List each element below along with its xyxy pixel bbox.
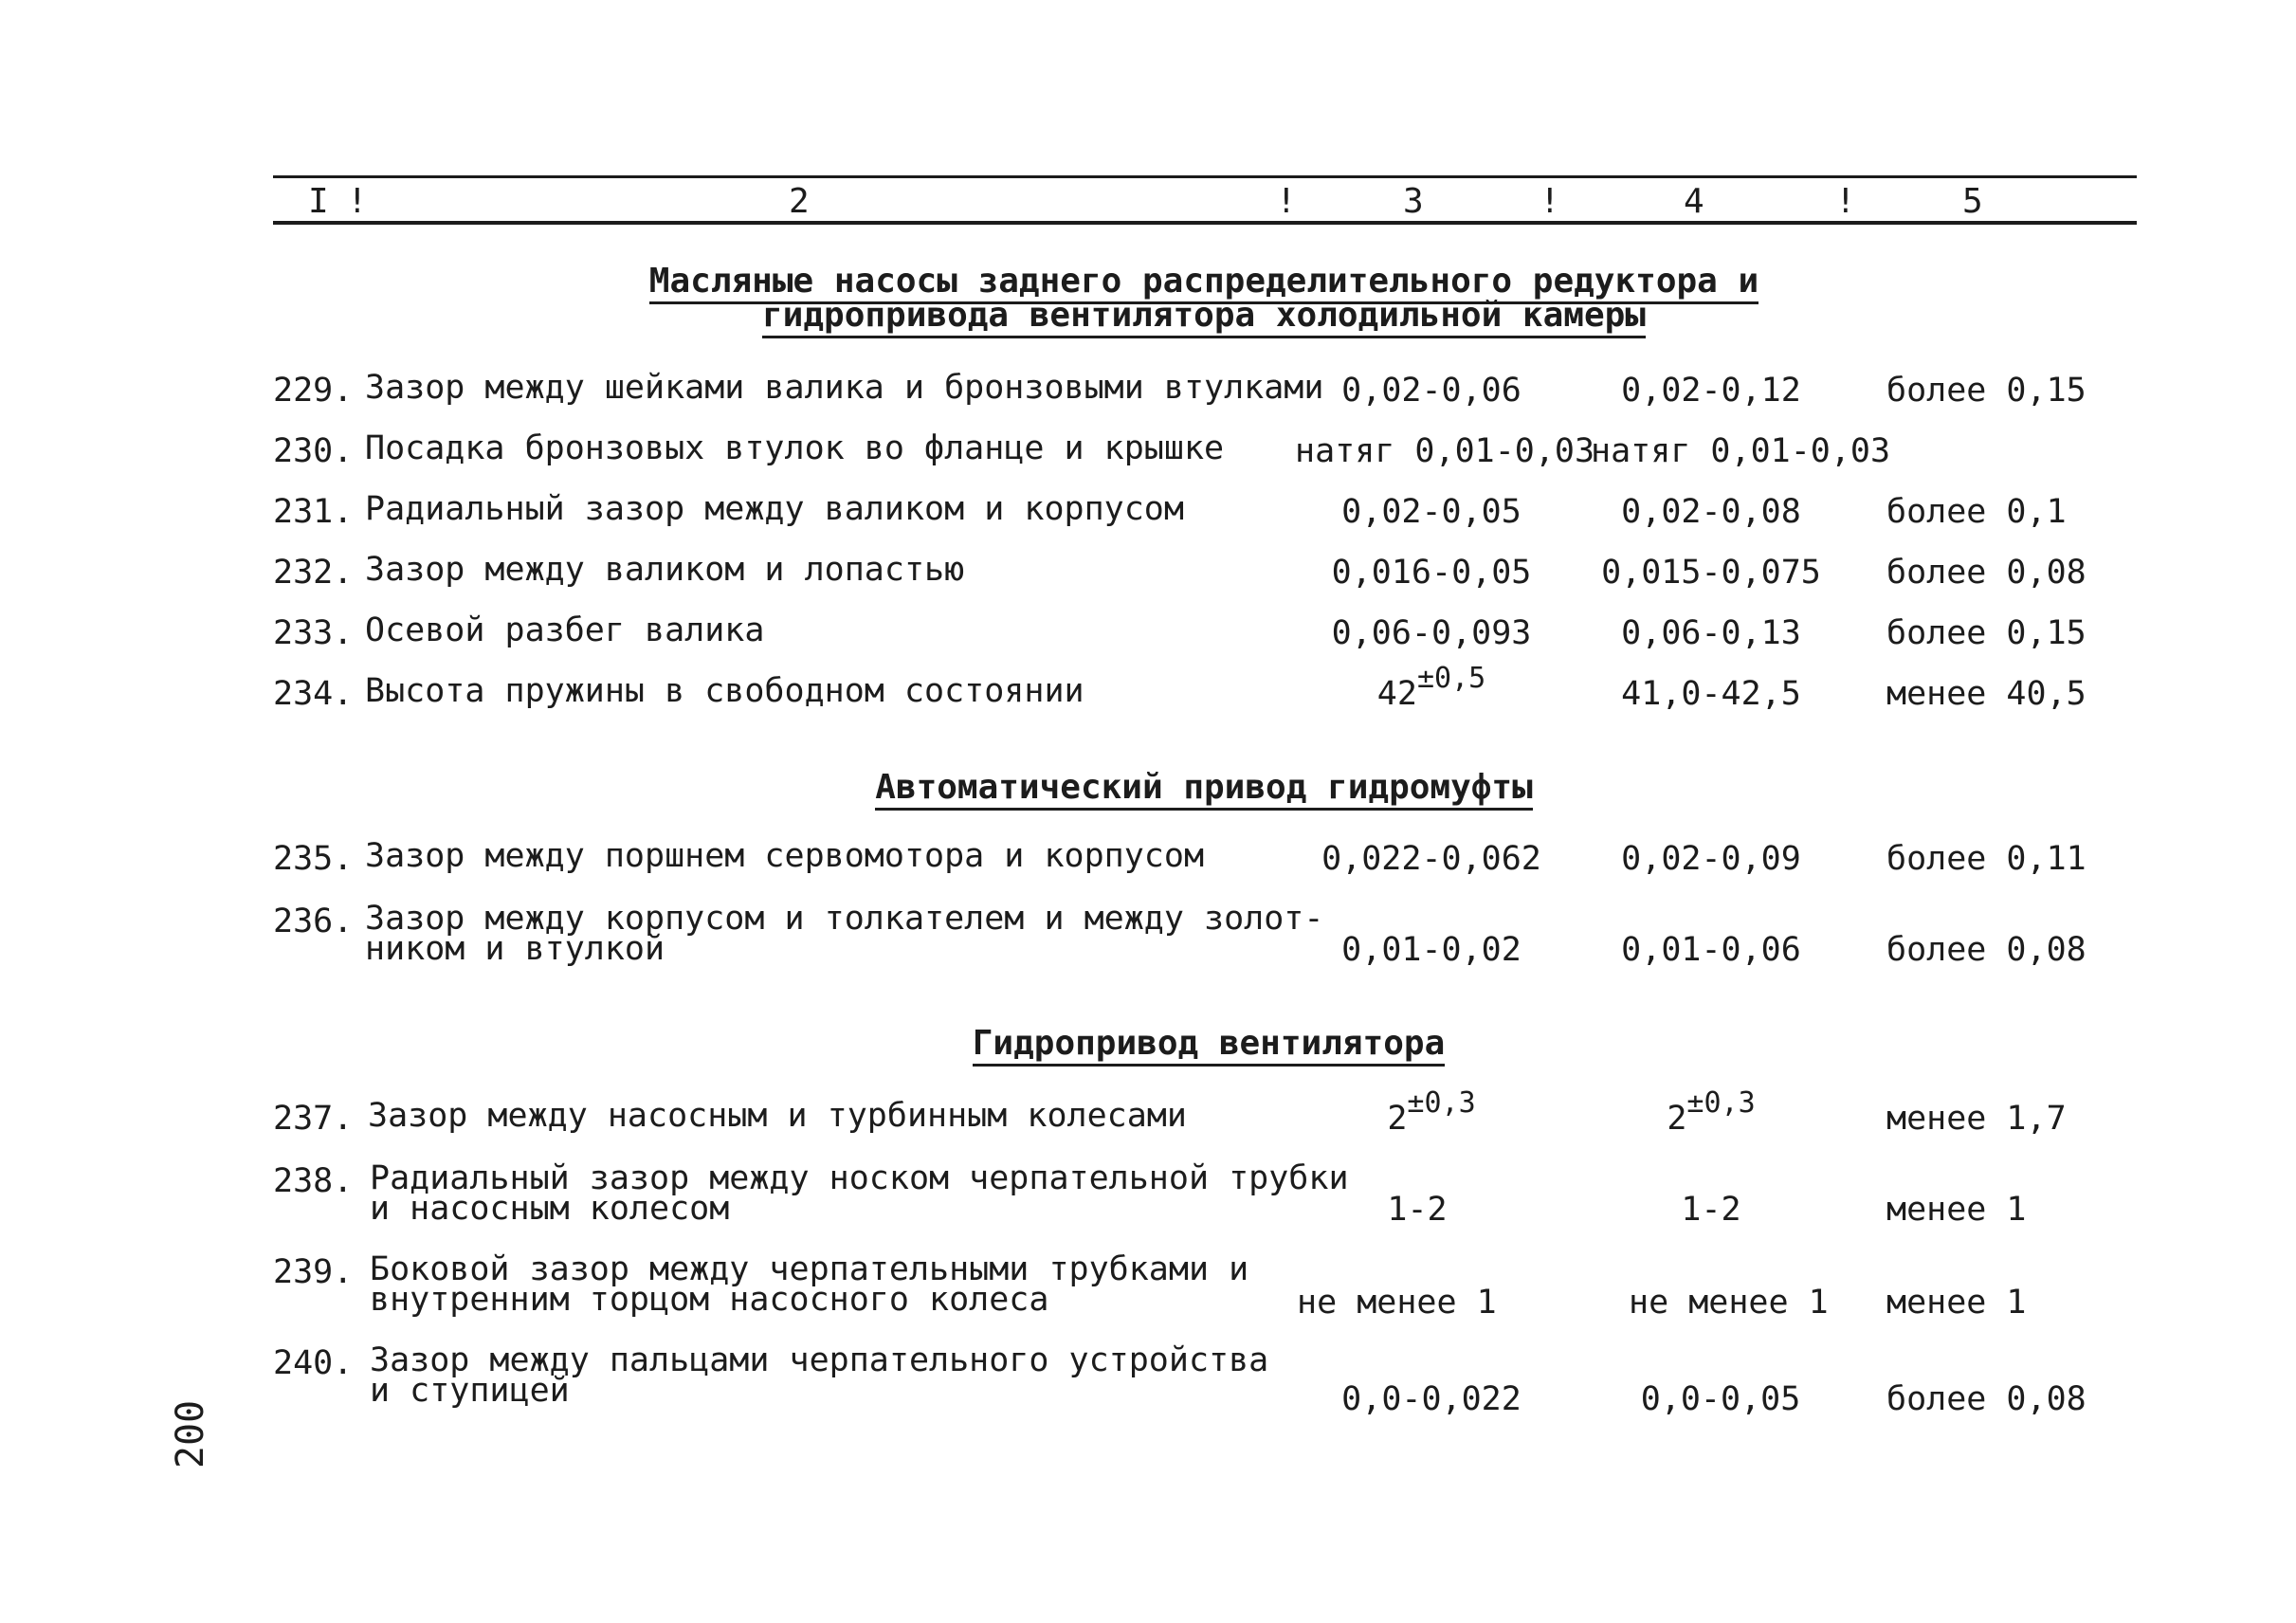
row-234-col3-base: 42 — [1376, 675, 1417, 713]
header-sep-3: ! — [1540, 182, 1560, 221]
row-233-col4: 0,06-0,13 — [1621, 614, 1801, 652]
row-236-col5: более 0,08 — [1886, 931, 2086, 969]
section-title-1-line-2: гидропривода вентилятора холодильной камеры — [762, 296, 1646, 338]
row-237-col5: менее 1,7 — [1886, 1100, 2067, 1138]
row-238-description-line-2: и насосным колесом — [370, 1190, 730, 1228]
section-title-2-line-1: Автоматический привод гидромуфты — [875, 768, 1533, 811]
row-237-col4 — [1574, 1086, 1849, 1138]
row-231-col4: 0,02-0,08 — [1621, 493, 1801, 531]
row-237-col3 — [1289, 1086, 1574, 1138]
row-240-description-line-2: и ступицей — [370, 1372, 570, 1410]
row-240-description-line-1: Зазор между пальцами черпательного устройства — [370, 1341, 1269, 1379]
header-col-1: I — [308, 182, 329, 221]
row-233-col3: 0,06-0,093 — [1331, 614, 1532, 652]
row-231-col5: более 0,1 — [1886, 493, 2067, 531]
row-233-col5: более 0,15 — [1886, 614, 2086, 652]
row-234-col4: 41,0-42,5 — [1621, 675, 1801, 713]
row-230-number: 230. — [273, 432, 354, 470]
section-title-2 — [607, 768, 1801, 807]
row-237-col4-base: 2 — [1667, 1100, 1687, 1138]
section-title-1 — [607, 262, 1801, 301]
page-number: 200 — [169, 1399, 213, 1469]
section-title-1-line-1: Масляные насосы заднего распределительного редуктора и — [649, 262, 1758, 304]
row-239-col5: менее 1 — [1886, 1284, 2027, 1322]
row-240-number: 240. — [273, 1344, 354, 1382]
row-238-col4: 1-2 — [1681, 1191, 1741, 1229]
row-232-col4: 0,015-0,075 — [1601, 554, 1821, 592]
row-239-number: 239. — [273, 1253, 354, 1291]
row-237-col3-tolerance: ±0,3 — [1407, 1086, 1476, 1120]
row-232-number: 232. — [273, 554, 354, 592]
row-232-description: Зазор между валиком и лопастью — [365, 551, 965, 589]
row-229-number: 229. — [273, 372, 354, 410]
row-235-description: Зазор между поршнем сервомотора и корпусом — [365, 837, 1205, 875]
row-238-number: 238. — [273, 1162, 354, 1200]
row-232-col3: 0,016-0,05 — [1331, 554, 1532, 592]
row-232-col5: более 0,08 — [1886, 554, 2086, 592]
row-229-col3: 0,02-0,06 — [1341, 372, 1522, 410]
header-sep-2: ! — [1276, 182, 1297, 221]
header-sep-1: ! — [347, 182, 368, 221]
row-235-col4: 0,02-0,09 — [1621, 840, 1801, 878]
header-col-4: 4 — [1684, 182, 1704, 221]
row-238-col3: 1-2 — [1387, 1191, 1448, 1229]
row-237-number: 237. — [273, 1100, 354, 1138]
row-237-col4-tolerance: ±0,3 — [1686, 1086, 1756, 1120]
row-234-col3 — [1289, 662, 1574, 713]
row-239-description-line-1: Боковой зазор между черпательными трубками и — [370, 1250, 1249, 1288]
row-231-description: Радиальный зазор между валиком и корпусом — [365, 490, 1184, 528]
row-238-col5: менее 1 — [1886, 1191, 2027, 1229]
row-235-number: 235. — [273, 840, 354, 878]
header-bottom-rule — [273, 221, 2137, 225]
row-238-description-line-1: Радиальный зазор между носком черпательной трубки — [370, 1159, 1349, 1197]
header-col-2: 2 — [789, 182, 810, 221]
row-230-col3: натяг 0,01-0,03 — [1295, 432, 1595, 470]
row-229-col5: более 0,15 — [1886, 372, 2086, 410]
row-233-description: Осевой разбег валика — [365, 611, 765, 649]
row-235-col5: более 0,11 — [1886, 840, 2086, 878]
header-top-rule — [273, 175, 2137, 178]
header-col-3: 3 — [1403, 182, 1424, 221]
row-235-col3: 0,022-0,062 — [1321, 840, 1541, 878]
row-236-number: 236. — [273, 903, 354, 940]
row-239-col4: не менее 1 — [1629, 1284, 1829, 1322]
row-233-number: 233. — [273, 614, 354, 652]
row-230-description: Посадка бронзовых втулок во фланце и крышке — [365, 429, 1225, 467]
row-240-col5: более 0,08 — [1886, 1380, 2086, 1418]
section-title-3 — [607, 1024, 1811, 1063]
row-231-col3: 0,02-0,05 — [1341, 493, 1522, 531]
section-title-3-line-1: Гидропривод вентилятора — [973, 1024, 1446, 1067]
row-236-description-line-1: Зазор между корпусом и толкателем и между золот- — [365, 900, 1324, 938]
row-237-description: Зазор между насосным и турбинным колесами — [368, 1097, 1187, 1135]
row-230-col4: натяг 0,01-0,03 — [1591, 432, 1891, 470]
row-237-col3-base: 2 — [1387, 1100, 1408, 1138]
header-col-5: 5 — [1962, 182, 1983, 221]
row-239-description-line-2: внутренним торцом насосного колеса — [370, 1281, 1049, 1319]
row-234-number: 234. — [273, 675, 354, 713]
row-239-col3: не менее 1 — [1297, 1284, 1497, 1322]
row-234-col3-tolerance: ±0,5 — [1416, 662, 1486, 695]
row-236-description-line-2: ником и втулкой — [365, 930, 665, 968]
row-229-description: Зазор между шейками валика и бронзовыми втулками — [365, 369, 1324, 407]
row-234-col5: менее 40,5 — [1886, 675, 2086, 713]
row-236-col4: 0,01-0,06 — [1621, 931, 1801, 969]
row-231-number: 231. — [273, 493, 354, 531]
row-236-col3: 0,01-0,02 — [1341, 931, 1522, 969]
section-title-1b — [607, 296, 1801, 335]
row-240-col3: 0,0-0,022 — [1341, 1380, 1522, 1418]
row-229-col4: 0,02-0,12 — [1621, 372, 1801, 410]
row-234-description: Высота пружины в свободном состоянии — [365, 672, 1084, 710]
header-sep-4: ! — [1835, 182, 1856, 221]
row-240-col4: 0,0-0,05 — [1640, 1380, 1801, 1418]
